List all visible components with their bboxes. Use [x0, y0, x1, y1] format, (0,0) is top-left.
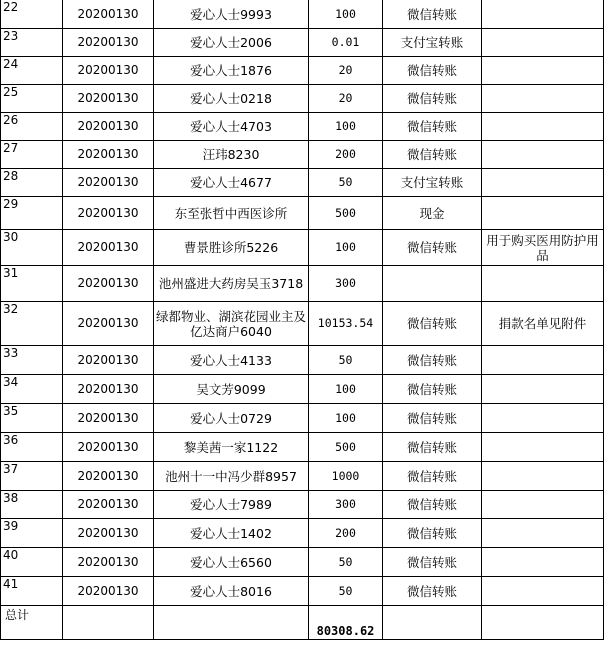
row-index: 35 — [1, 404, 63, 433]
row-note — [482, 169, 604, 197]
row-donor: 爱心人士0218 — [154, 85, 309, 113]
row-amount: 50 — [309, 169, 383, 197]
row-note — [482, 346, 604, 375]
row-amount: 500 — [309, 433, 383, 462]
table-row — [1, 113, 604, 141]
table-row — [1, 230, 604, 266]
row-note — [482, 519, 604, 548]
table-row — [1, 266, 604, 302]
row-donor: 爱心人士4133 — [154, 346, 309, 375]
table-row — [1, 0, 604, 29]
row-method: 支付宝转账 — [383, 169, 482, 197]
row-index: 39 — [1, 519, 63, 548]
row-note — [482, 113, 604, 141]
row-method: 微信转账 — [383, 57, 482, 85]
row-amount: 300 — [309, 266, 383, 302]
ledger-body — [1, 0, 604, 640]
row-index: 40 — [1, 548, 63, 577]
row-note — [482, 375, 604, 404]
table-row — [1, 433, 604, 462]
row-donor: 绿都物业、湖滨花园业主及亿达商户6040 — [154, 302, 309, 346]
row-date: 20200130 — [63, 113, 154, 141]
table-row — [1, 577, 604, 606]
row-donor: 爱心人士2006 — [154, 29, 309, 57]
row-index: 27 — [1, 141, 63, 169]
row-index: 33 — [1, 346, 63, 375]
row-note — [482, 548, 604, 577]
row-method: 微信转账 — [383, 404, 482, 433]
row-amount: 100 — [309, 113, 383, 141]
row-donor: 黎美茜一家1122 — [154, 433, 309, 462]
row-method: 支付宝转账 — [383, 29, 482, 57]
row-date: 20200130 — [63, 141, 154, 169]
table-row — [1, 346, 604, 375]
row-date: 20200130 — [63, 57, 154, 85]
total-empty-method — [383, 606, 482, 640]
table-row — [1, 141, 604, 169]
row-method: 微信转账 — [383, 433, 482, 462]
row-method: 微信转账 — [383, 230, 482, 266]
row-index: 36 — [1, 433, 63, 462]
row-donor: 爱心人士8016 — [154, 577, 309, 606]
row-method: 微信转账 — [383, 375, 482, 404]
row-date: 20200130 — [63, 346, 154, 375]
total-empty-date — [63, 606, 154, 640]
row-date: 20200130 — [63, 491, 154, 519]
row-date: 20200130 — [63, 548, 154, 577]
row-amount: 100 — [309, 0, 383, 29]
row-index: 37 — [1, 462, 63, 491]
row-date: 20200130 — [63, 433, 154, 462]
table-row — [1, 491, 604, 519]
row-note — [482, 266, 604, 302]
row-donor: 东至张哲中西医诊所 — [154, 197, 309, 230]
row-method: 微信转账 — [383, 85, 482, 113]
row-index: 34 — [1, 375, 63, 404]
row-method — [383, 266, 482, 302]
table-row — [1, 169, 604, 197]
row-note: 捐款名单见附件 — [482, 302, 604, 346]
row-date: 20200130 — [63, 577, 154, 606]
row-amount: 50 — [309, 548, 383, 577]
total-empty-note — [482, 606, 604, 640]
row-method: 微信转账 — [383, 519, 482, 548]
row-date: 20200130 — [63, 519, 154, 548]
row-note — [482, 404, 604, 433]
row-index: 38 — [1, 491, 63, 519]
row-date: 20200130 — [63, 404, 154, 433]
row-amount: 100 — [309, 375, 383, 404]
row-donor: 爱心人士4677 — [154, 169, 309, 197]
row-index: 25 — [1, 85, 63, 113]
row-amount: 10153.54 — [309, 302, 383, 346]
row-donor: 池州盛进大药房吴玉3718 — [154, 266, 309, 302]
row-donor: 爱心人士7989 — [154, 491, 309, 519]
row-method: 微信转账 — [383, 141, 482, 169]
row-amount: 100 — [309, 404, 383, 433]
table-row — [1, 404, 604, 433]
row-donor: 吴文芳9099 — [154, 375, 309, 404]
row-date: 20200130 — [63, 29, 154, 57]
row-note — [482, 57, 604, 85]
row-date: 20200130 — [63, 462, 154, 491]
row-index: 23 — [1, 29, 63, 57]
row-note — [482, 141, 604, 169]
row-donor: 池州十一中冯少群8957 — [154, 462, 309, 491]
row-method: 微信转账 — [383, 491, 482, 519]
table-row — [1, 197, 604, 230]
row-amount: 20 — [309, 85, 383, 113]
row-amount: 50 — [309, 346, 383, 375]
row-date: 20200130 — [63, 230, 154, 266]
row-amount: 500 — [309, 197, 383, 230]
row-note: 用于购买医用防护用品 — [482, 230, 604, 266]
table-row — [1, 57, 604, 85]
row-amount: 50 — [309, 577, 383, 606]
row-amount: 100 — [309, 230, 383, 266]
row-index: 22 — [1, 0, 63, 29]
row-amount: 1000 — [309, 462, 383, 491]
row-donor: 爱心人士0729 — [154, 404, 309, 433]
row-index: 26 — [1, 113, 63, 141]
row-donor: 爱心人士4703 — [154, 113, 309, 141]
row-donor: 爱心人士1402 — [154, 519, 309, 548]
total-empty-donor — [154, 606, 309, 640]
row-index: 41 — [1, 577, 63, 606]
row-donor: 爱心人士1876 — [154, 57, 309, 85]
total-amount: 80308.62 — [309, 606, 383, 640]
row-note — [482, 29, 604, 57]
row-index: 29 — [1, 197, 63, 230]
total-row — [1, 606, 604, 640]
row-note — [482, 433, 604, 462]
row-note — [482, 197, 604, 230]
table-row — [1, 519, 604, 548]
row-date: 20200130 — [63, 197, 154, 230]
row-method: 微信转账 — [383, 346, 482, 375]
total-label: 总计 — [1, 606, 63, 640]
row-index: 28 — [1, 169, 63, 197]
table-row — [1, 548, 604, 577]
table-row — [1, 85, 604, 113]
row-index: 30 — [1, 230, 63, 266]
row-date: 20200130 — [63, 266, 154, 302]
row-note — [482, 491, 604, 519]
table-row — [1, 29, 604, 57]
row-donor: 汪玮8230 — [154, 141, 309, 169]
row-method: 微信转账 — [383, 462, 482, 491]
row-method: 微信转账 — [383, 113, 482, 141]
row-note — [482, 577, 604, 606]
table-row — [1, 302, 604, 346]
row-donor: 曹景胜诊所5226 — [154, 230, 309, 266]
row-donor: 爱心人士9993 — [154, 0, 309, 29]
row-amount: 200 — [309, 519, 383, 548]
row-index: 32 — [1, 302, 63, 346]
row-donor: 爱心人士6560 — [154, 548, 309, 577]
row-note — [482, 85, 604, 113]
row-date: 20200130 — [63, 0, 154, 29]
table-row — [1, 375, 604, 404]
row-method: 现金 — [383, 197, 482, 230]
row-index: 24 — [1, 57, 63, 85]
row-method: 微信转账 — [383, 0, 482, 29]
row-index: 31 — [1, 266, 63, 302]
row-date: 20200130 — [63, 85, 154, 113]
row-amount: 0.01 — [309, 29, 383, 57]
row-note — [482, 462, 604, 491]
row-method: 微信转账 — [383, 548, 482, 577]
row-method: 微信转账 — [383, 302, 482, 346]
row-note — [482, 0, 604, 29]
row-date: 20200130 — [63, 375, 154, 404]
table-row — [1, 462, 604, 491]
row-amount: 20 — [309, 57, 383, 85]
row-amount: 200 — [309, 141, 383, 169]
row-date: 20200130 — [63, 302, 154, 346]
row-amount: 300 — [309, 491, 383, 519]
row-method: 微信转账 — [383, 577, 482, 606]
row-date: 20200130 — [63, 169, 154, 197]
